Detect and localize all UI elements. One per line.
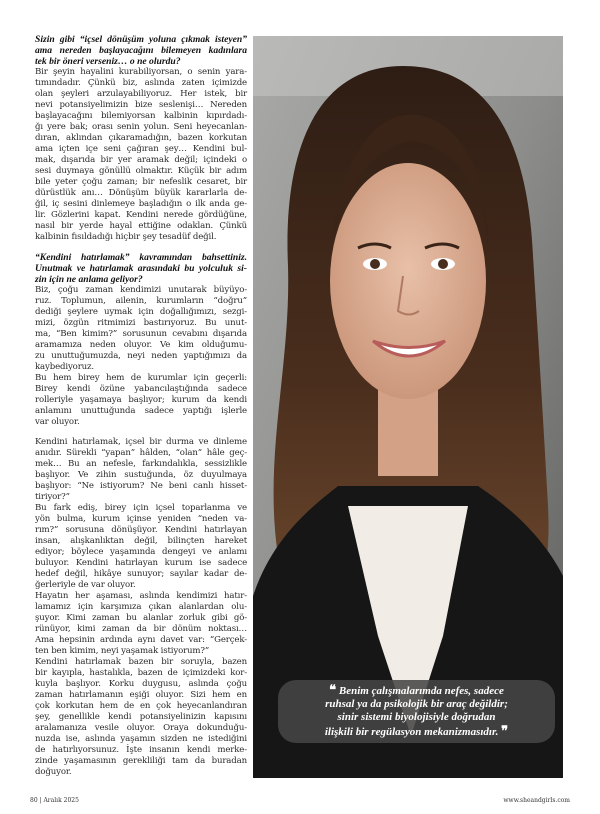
text-line: Bir şeyin hayalini kurabiliyorsan, o senin yara- (35, 67, 247, 77)
text-line: aramamıza neden oluyor. Ve kim olduğumu- (35, 340, 247, 350)
close-quote-icon: ❞ (501, 723, 509, 738)
text-line: yön bulma, kurum içinse yeniden “neden va- (35, 514, 247, 524)
text-line: rolleriyle yaşamaya başlıyor; kurum da kendi (35, 395, 247, 405)
text-line: Kendini hatırlamak, içsel bir durma ve dinleme (35, 437, 247, 447)
text-line: Hayatın her aşaması, aslında kendimizi hatır- (35, 591, 247, 601)
text-line: kaybediyoruz. (35, 362, 95, 372)
text-line: tiriyor?” (35, 492, 70, 502)
text-line: mizi, özgün ritmimizi bastırıyoruz. Bu unut- (35, 318, 247, 328)
answer-paragraph (35, 657, 247, 778)
text-line: ediyor; böylece yaşamında dengeyi ve anlamı (35, 547, 247, 557)
text-line: bile yeter çoğu zaman; bir nefeslik cesaret, bir (35, 177, 247, 187)
paragraph-gap (35, 428, 247, 437)
text-line: ğil, iç sesini dinlemeye başladığın o ilk anda ge- (35, 199, 247, 209)
text-line: nevi potansiyelimizin bize seslenişi… Nereden (35, 100, 247, 110)
text-line: başlıyor. Ve zihin sustuğunda, öz duyulmaya (35, 470, 247, 480)
open-quote-icon: ❝ (329, 682, 337, 697)
text-line: var oluyor. (35, 417, 80, 427)
text-line: ğerleriyle de var oluyor. (35, 580, 136, 590)
answer-paragraph (35, 67, 247, 243)
text-line: doğuyor. (35, 767, 72, 777)
text-line: olan şeyleri arzulayabiliyoruz. Her istek, bir (35, 89, 247, 99)
text-line: buluyor. Kendini hatırlayan kurum ise sadece (35, 558, 247, 568)
answer-paragraph (35, 591, 247, 657)
text-line: rım?” sorusuna dönüşüyor. Kendini hatırlayan (35, 525, 247, 535)
text-line: başlayacağını bilemiyorsan kalbinin kıpırdadı- (35, 111, 247, 121)
text-line: “Kendini hatırlamak” kavramından bahsettiniz. (35, 252, 247, 263)
text-line: Biz, çoğu zaman kendimizi unutarak büyüyo- (35, 285, 247, 295)
interview-question (35, 252, 247, 285)
text-line: sesi duymaya gönüllü olmaktır. Küçük bir adım (35, 166, 247, 176)
text-line: ma, “Ben kimim?” sorusunun cevabını dışarıda (35, 329, 247, 339)
text-line: mak, dışarıda bir yer aramak değil; içindeki o (35, 155, 247, 165)
text-line: şey, genellikle kendi potansiyelinizin kapısını (35, 712, 247, 722)
text-line: insan, alışkanlıktan değil, bilinçten hareket (35, 536, 247, 546)
text-line: aralamanıza vesile oluyor. Oraya dokunduğu- (35, 723, 247, 733)
text-line: Kendini hatırlamak bazen bir soruyla, bazen (35, 657, 247, 667)
pull-quote-line: ruhsal ya da psikolojik bir araç değildir; (325, 698, 508, 710)
text-line: Bu hem birey hem de kurumlar için geçerli: (35, 373, 247, 383)
text-line: çok korkutan hem de en çok heyecanlandıran (35, 701, 247, 711)
text-line: ama nereden başlayacağını bilemeyen kadınlara (35, 45, 247, 56)
text-line: zinde yaşamasının gerekliliği tam da buradan (35, 756, 247, 766)
pull-quote (278, 680, 555, 743)
text-line: zaman hatırlamanın eşiği oluyor. Sizi hem en (35, 690, 247, 700)
article-column (35, 34, 247, 778)
page-number-date: 80 | Aralık 2025 (30, 797, 79, 804)
answer-paragraph (35, 285, 247, 373)
text-line: başlıyor: “Ne istiyorum? Ne beni canlı hisset- (35, 481, 247, 491)
text-line: Bu fark ediş, birey için içsel toparlanma ve (35, 503, 247, 513)
paragraph-gap (35, 243, 247, 252)
text-line: anıdır. Sürekli “yapan” hâlden, “olan” hâle geç- (35, 448, 247, 458)
text-line: hedef değil, hikâye sunuyor; sayılar kadar de- (35, 569, 247, 579)
text-line: nuzda ise, aslında yaşamın sizden ne istediğini (35, 734, 247, 744)
text-line: Ama hepsinin ardında aynı davet var: “Gerçek- (35, 635, 247, 645)
text-line: ama içten içe seni çağıran şey… Kendini bul- (35, 144, 247, 154)
text-line: mek… Bu an nefesle, farkındalıkla, sessizlikle (35, 459, 247, 469)
text-line: anlamını unuttuğunda sadece yaptığı işlerle (35, 406, 247, 416)
portrait-photo (253, 36, 563, 778)
answer-paragraph (35, 373, 247, 428)
text-line: dürüstlük anı… Dönüşüm büyük kararlarla de- (35, 188, 247, 198)
text-line: Birey kendi özüne yabancılaştığında sadece (35, 384, 247, 394)
text-line: rünüyor, kimi zaman da bir dönüm noktası… (35, 624, 247, 634)
text-line: lir. Gözlerini kapat. Kendini nerede gördüğüne, (35, 210, 247, 220)
text-line: Unutmak ve hatırlamak arasındaki bu yolculuk si- (35, 263, 247, 274)
portrait-image (253, 36, 563, 778)
pull-quote-line: sinir sistemi biyolojisiyle doğrudan (337, 711, 496, 723)
pull-quote-line: ilişkili bir regülasyon mekanizmasıdır. ❞ (324, 723, 509, 738)
text-line: tek bir öneri verseniz… o ne olurdu? (35, 56, 181, 67)
text-line: zin için ne anlama geliyor? (35, 274, 143, 285)
text-line: ğı yere bak; orası senin yolun. Seni heyecanlan- (35, 122, 247, 132)
text-line: kalbinin fısıldadığı hiçbir şey tesadüf değil. (35, 232, 217, 242)
text-line: bir kayıpla, hastalıkla, bazen de içimizdeki kor- (35, 668, 247, 678)
interview-question (35, 34, 247, 67)
text-line: dıran, aklından çıkaramadığın, bazen korkutan (35, 133, 247, 143)
text-line: şuyor. Kimi zaman bu alanlar zorluk gibi gö- (35, 613, 247, 623)
text-line: ten ben kimim, neyi yaşamak istiyorum?” (35, 646, 210, 656)
text-line: zu unuttuğumuzda, neyi neden yaptığımızı da (35, 351, 247, 361)
text-line: kuyla başlıyor. Korku duygusu, aslında çoğu (35, 679, 247, 689)
text-line: nasıl bir yerde hayal ettiğine odaklan. Çünkü (35, 221, 247, 231)
text-line: tımındadır. Çünkü biz, aslında zaten içimizde (35, 78, 247, 88)
answer-paragraph (35, 503, 247, 591)
text-line: lamamız için karşımıza çıkan alanlardan olu- (35, 602, 247, 612)
text-line: de hatırlıyorsunuz. İşte insanın kendi merke- (35, 745, 247, 755)
text-line: dediği şeylere uymak için doğallığımızı, sezgi- (35, 307, 247, 317)
text-line: Sizin gibi “içsel dönüşüm yoluna çıkmak isteyen” (35, 34, 247, 45)
pull-quote-line: ❝ Benim çalışmalarımda nefes, sadece (329, 682, 504, 697)
website-url: www.sheandgirls.com (503, 797, 570, 804)
text-line: ruz. Toplumun, ailenin, kurumların “doğru” (35, 296, 247, 306)
answer-paragraph (35, 437, 247, 503)
